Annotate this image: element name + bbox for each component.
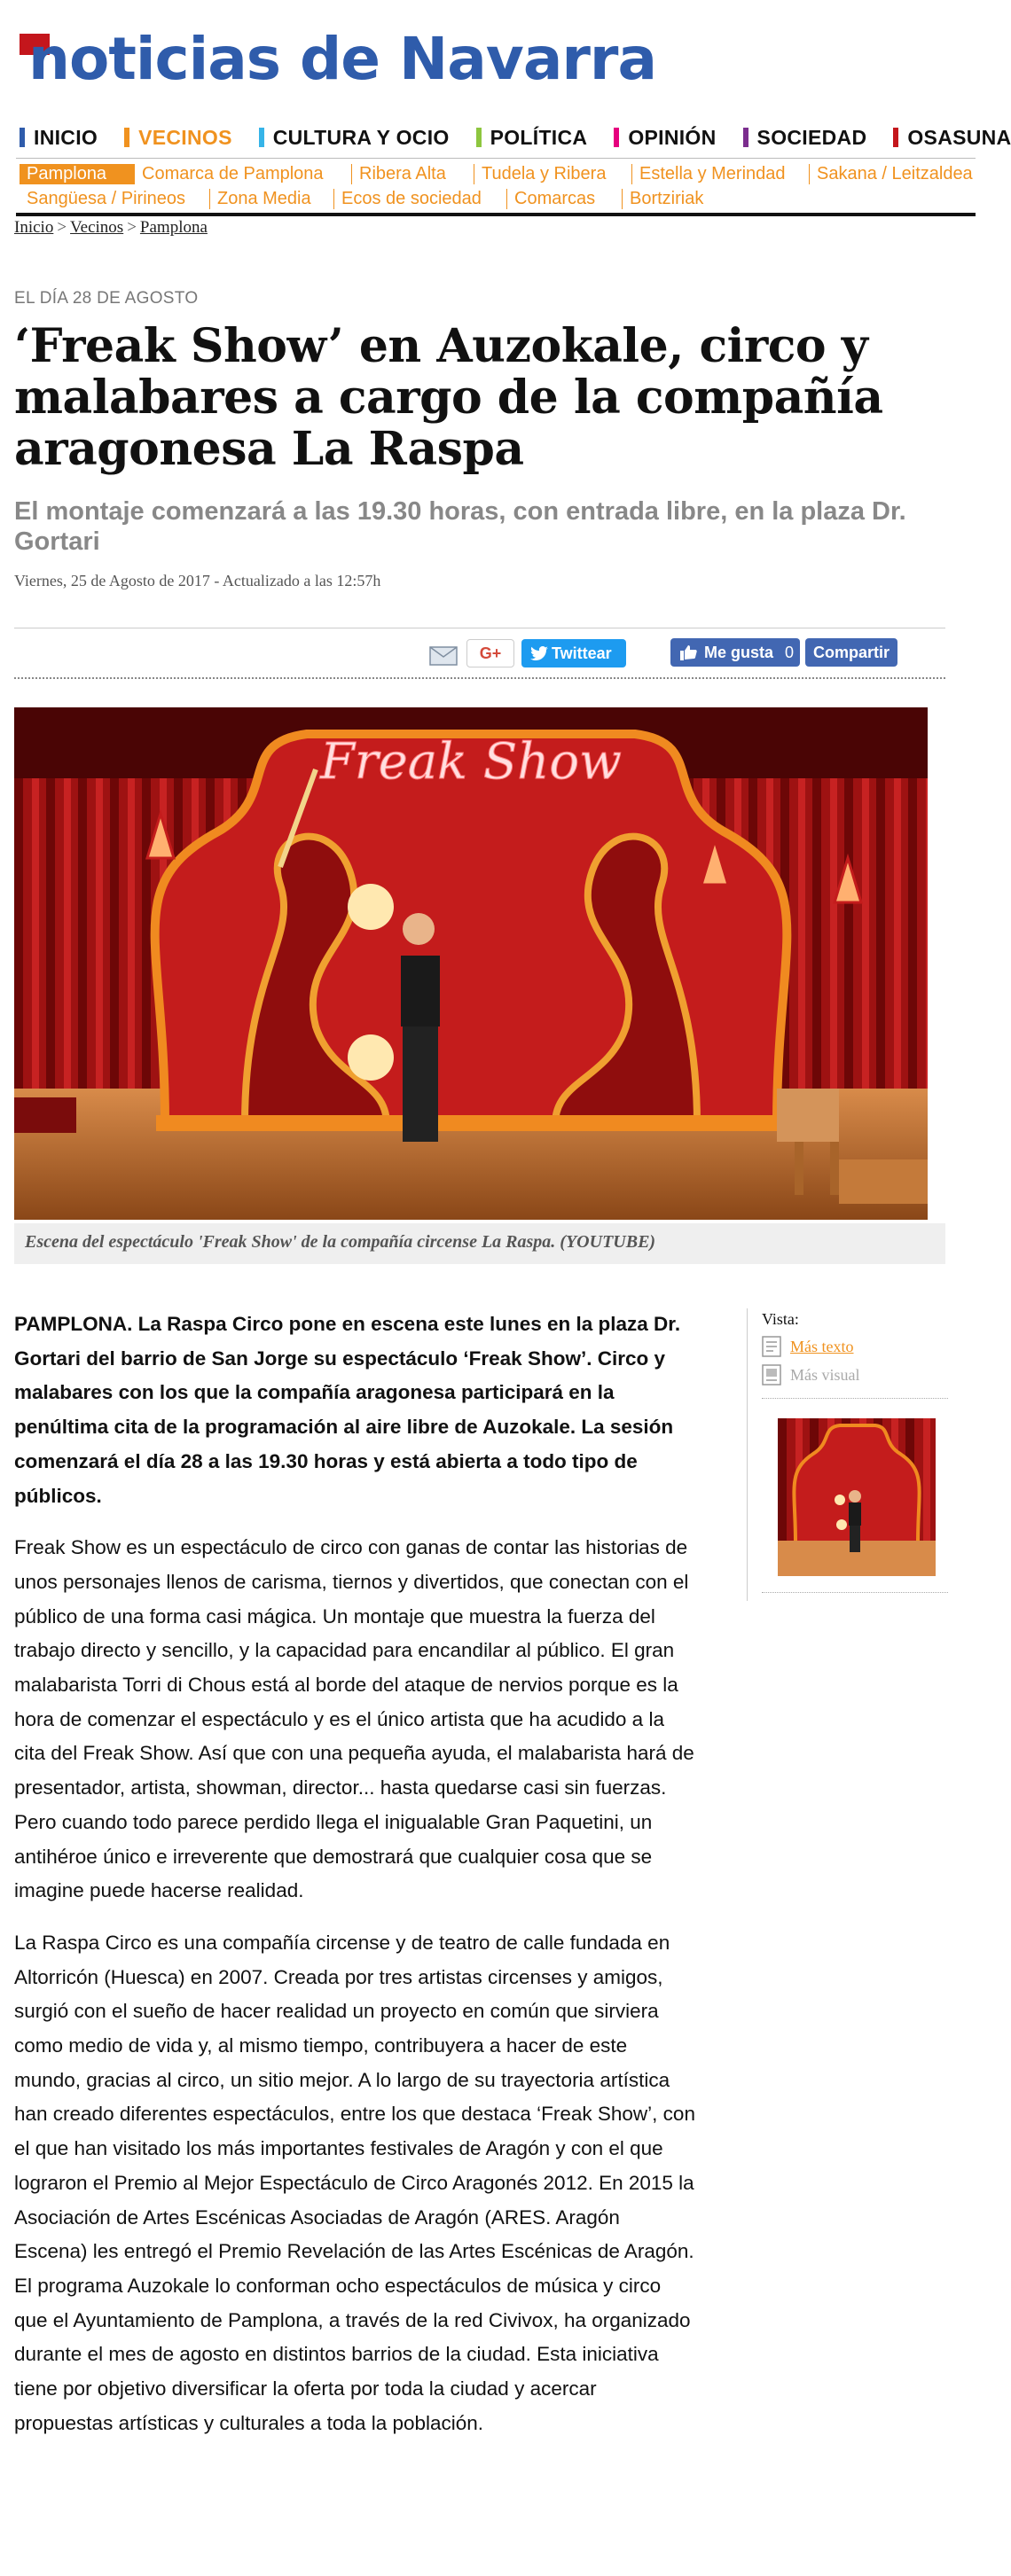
subnav-item-zona-media[interactable]: Zona Media (210, 189, 334, 209)
photo-image (14, 707, 928, 1220)
view-label: Vista: (762, 1310, 799, 1328)
article-paragraph: La Raspa Circo es una compañía circense y de teatro de calle fundada en Altorricón (Huesca) en 2007. Creada por tres artistas circenses y amigos, surgió con el sueño de hacer realidad un proyecto en común que sirviera como medio de vida y, al mismo tiempo, contribuyera a hacer de este mundo, gracias al circo, un sitio mejor. A lo largo de su trayectoria artística han creado diferentes espectáculos, entre los que destaca ‘Freak Show’, con el que han visitado los más importantes festivales de Aragón y con el que lograron el Premio al Mejor Espectáculo de Circo Aragonés 2012. En 2015 la Asociación de Artes Escénicas Asociadas de Aragón (ARES. Aragón Escena) les entregó el Premio Revelación de las Artes Escénicas de Aragón. El programa Auzokale lo conforman ocho espectáculos de música y circo que el Ayuntamiento de Pamplona, a través de la red Civivox, ha organizado durante el mes de agosto en distintos barrios de la ciudad. Esta iniciativa tiene por objetivo diversificar la oferta por toda la ciudad y acercar propuestas artísticas y culturales a toda la población. (14, 1931, 695, 2434)
subnav-item-comarca-pamplona[interactable]: Comarca de Pamplona (135, 164, 352, 184)
nav-color-bar (20, 128, 25, 147)
email-share-icon[interactable] (429, 644, 458, 666)
article-subheadline: El montaje comenzará a las 19.30 horas, con entrada libre, en la plaza Dr. Gortari (14, 497, 906, 556)
subnav-item-comarcas[interactable]: Comarcas (507, 189, 623, 209)
photo-sign-text: Freak Show (320, 733, 622, 791)
like-label: Me gusta (704, 644, 774, 661)
subnav-row (20, 186, 976, 211)
nav-item-osasuna[interactable] (893, 126, 1011, 150)
nav-color-bar (614, 128, 619, 147)
subnav-item-pamplona[interactable]: Pamplona (20, 164, 135, 184)
subnav-item-tudela[interactable]: Tudela y Ribera (474, 164, 632, 184)
photo-caption: Escena del espectáculo 'Freak Show' de la compañía circense La Raspa. (YOUTUBE) (14, 1223, 945, 1264)
sidebar-divider (762, 1398, 948, 1399)
article-lead: PAMPLONA. La Raspa Circo pone en escena este lunes en la plaza Dr. Gortari del barrio de San Jorge su espectáculo ‘Freak Show’. Circo y malabares con los que la compañía aragonesa participará en la penúltima cita de la programación al aire libre de Auzokale. La sesión comenzará el día 28 a las 19.30 horas y está abierta a todo tipo de públicos. (14, 1313, 681, 1507)
subnav-item-estella[interactable]: Estella y Merindad (632, 164, 810, 184)
nav-color-bar (893, 128, 898, 147)
view-option-visual[interactable] (762, 1364, 947, 1386)
site-logo[interactable] (20, 27, 747, 98)
nav-item-label: CULTURA Y OCIO (272, 125, 450, 149)
article-dateline: Viernes, 25 de Agosto de 2017 - Actualizado a las 12:57h (14, 572, 381, 589)
like-count: 0 (785, 644, 795, 661)
visual-view-icon (762, 1364, 781, 1386)
facebook-like-button[interactable] (670, 638, 800, 667)
nav-item-vecinos[interactable] (124, 126, 232, 150)
nav-item-label: SOCIEDAD (756, 125, 867, 149)
view-option-text[interactable] (762, 1336, 947, 1357)
article-photo[interactable] (14, 707, 928, 1220)
breadcrumb-separator: > (127, 218, 137, 237)
gplus-share-button[interactable]: G+ (466, 639, 514, 667)
thumbnail-image (778, 1418, 936, 1576)
breadcrumb-separator: > (57, 218, 67, 237)
breadcrumb-pamplona[interactable]: Pamplona (139, 218, 208, 237)
subnav-item-ribera-alta[interactable]: Ribera Alta (352, 164, 474, 184)
facebook-share-button[interactable]: Compartir (805, 638, 897, 667)
nav-item-label: POLÍTICA (490, 125, 588, 149)
twitter-label: Twittear (552, 644, 612, 662)
nav-color-bar (476, 128, 482, 147)
article-body (14, 1308, 697, 2459)
subnav-row (20, 161, 976, 186)
nav-color-bar (124, 128, 129, 147)
subnav-item-ecos[interactable]: Ecos de sociedad (334, 189, 507, 209)
breadcrumb-inicio[interactable]: Inicio (14, 218, 54, 237)
subnav-item-sanguesa[interactable]: Sangüesa / Pirineos (20, 189, 210, 209)
logo-text: noticias de Navarra (28, 25, 656, 93)
view-option-text-label: Más texto (790, 1337, 854, 1355)
thumbs-up-icon (679, 644, 697, 660)
article-headline: ‘Freak Show’ en Auzokale, circo y malabares a cargo de la compañía aragonesa La Raspa (14, 319, 883, 476)
twitter-bird-icon (530, 646, 548, 660)
nav-item-label: INICIO (34, 125, 98, 149)
header-rule (16, 213, 976, 216)
nav-item-politica[interactable] (476, 126, 588, 150)
share-bar (14, 628, 945, 679)
nav-item-sociedad[interactable] (743, 126, 867, 150)
article-kicker: EL DÍA 28 DE AGOSTO (14, 289, 199, 308)
subnav-item-bortziriak[interactable]: Bortziriak (630, 188, 704, 208)
nav-item-label: VECINOS (138, 125, 232, 149)
nav-color-bar (259, 128, 264, 147)
breadcrumb (14, 218, 208, 238)
nav-item-inicio[interactable] (20, 126, 98, 150)
breadcrumb-vecinos[interactable]: Vecinos (70, 218, 124, 237)
sidebar-divider (762, 1592, 948, 1593)
article-paragraph: Freak Show es un espectáculo de circo con ganas de contar las historias de unos personajes llenos de carisma, tiernos y divertidos, que conectan con el público de una forma casi mágica. Un montaje que muestra la fuerza del trabajo directo y sencillo, y la capacidad para encandilar al público. El gran malabarista Torri di Chous está al borde del ataque de nervios porque es la hora de comenzar el espectáculo y es el único artista que ha acudido a la cita del Freak Show. Así que con una pequeña ayuda, el malabarista hará de presentador, artista, showman, director... hasta quedarse casi sin fuerzas. Pero cuando todo parece perdido llega el inigualable Gran Paquetini, un antihéroe único e irreverente que demostrará que cualquier cosa que se imagine puede hacerse realidad. (14, 1536, 694, 1902)
sidebar-thumbnail[interactable] (778, 1418, 936, 1576)
nav-item-label: OSASUNA (907, 125, 1011, 149)
nav-color-bar (743, 128, 748, 147)
view-option-visual-label: Más visual (790, 1365, 860, 1384)
subnav-divider (16, 158, 976, 159)
nav-item-cultura[interactable] (259, 126, 450, 150)
subnav-item-sakana[interactable]: Sakana / Leitzaldea (817, 163, 973, 183)
main-nav (20, 122, 1011, 152)
sub-nav (20, 161, 976, 211)
nav-item-label: OPINIÓN (628, 125, 717, 149)
view-sidebar (747, 1308, 947, 1601)
nav-item-opinion[interactable] (614, 126, 716, 150)
twitter-share-button[interactable] (521, 639, 626, 667)
text-view-icon (762, 1336, 781, 1357)
